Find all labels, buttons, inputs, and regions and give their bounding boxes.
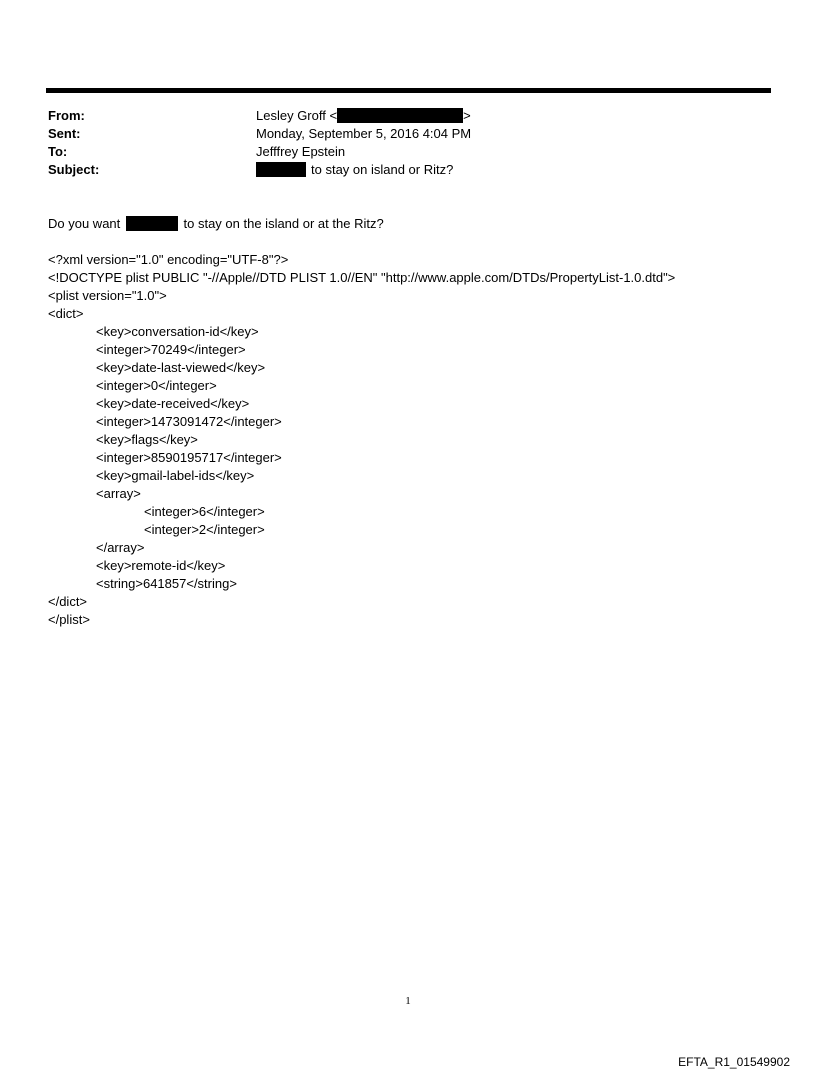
to-value: Jefffrey Epstein bbox=[256, 144, 346, 159]
question-prefix: Do you want bbox=[48, 216, 121, 231]
page-number: 1 bbox=[405, 995, 411, 1007]
plist-line: </array> bbox=[96, 540, 145, 555]
bates-number: EFTA_R1_01549902 bbox=[678, 1055, 790, 1069]
sent-row bbox=[48, 125, 768, 143]
subject-value bbox=[256, 161, 453, 179]
plist-line: <!DOCTYPE plist PUBLIC "-//Apple//DTD PLIST 1.0//EN" "http://www.apple.com/DTDs/PropertyList-1.0.dtd"> bbox=[48, 270, 676, 285]
plist-line: <key>gmail-label-ids</key> bbox=[96, 468, 255, 483]
redaction-box bbox=[256, 162, 306, 177]
sent-label: Sent: bbox=[48, 126, 81, 141]
plist-line: <key>date-last-viewed</key> bbox=[96, 360, 266, 375]
plist-line: <key>date-received</key> bbox=[96, 396, 250, 411]
email-header bbox=[48, 107, 768, 179]
from-value bbox=[256, 107, 471, 125]
plist-line: <key>flags</key> bbox=[96, 432, 198, 447]
to-label: To: bbox=[48, 144, 68, 159]
plist-line: <integer>6</integer> bbox=[144, 504, 265, 519]
subject-row bbox=[48, 161, 768, 179]
from-close-bracket: > bbox=[463, 108, 471, 123]
from-name: Lesley Groff < bbox=[256, 108, 338, 123]
plist-line: <plist version="1.0"> bbox=[48, 288, 167, 303]
plist-line: <?xml version="1.0" encoding="UTF-8"?> bbox=[48, 252, 289, 267]
plist-line: <key>conversation-id</key> bbox=[96, 324, 259, 339]
to-row bbox=[48, 143, 768, 161]
plist-xml-block bbox=[48, 251, 675, 629]
sent-value: Monday, September 5, 2016 4:04 PM bbox=[256, 126, 472, 141]
plist-line: <dict> bbox=[48, 306, 84, 321]
message-body bbox=[48, 215, 384, 233]
redaction-box bbox=[126, 216, 178, 231]
plist-line: <integer>1473091472</integer> bbox=[96, 414, 282, 429]
plist-line: <key>remote-id</key> bbox=[96, 558, 226, 573]
plist-line: </dict> bbox=[48, 594, 88, 609]
redaction-box bbox=[337, 108, 463, 123]
plist-line: <string>641857</string> bbox=[96, 576, 237, 591]
header-divider bbox=[46, 88, 771, 93]
plist-line: <integer>2</integer> bbox=[144, 522, 265, 537]
question-suffix: to stay on the island or at the Ritz? bbox=[183, 216, 384, 231]
subject-text: to stay on island or Ritz? bbox=[311, 162, 454, 177]
plist-line: <integer>0</integer> bbox=[96, 378, 217, 393]
subject-label: Subject: bbox=[48, 162, 100, 177]
plist-line: <integer>70249</integer> bbox=[96, 342, 246, 357]
from-row bbox=[48, 107, 768, 125]
plist-line: <array> bbox=[96, 486, 141, 501]
from-label: From: bbox=[48, 108, 85, 123]
plist-line: </plist> bbox=[48, 612, 90, 627]
plist-line: <integer>8590195717</integer> bbox=[96, 450, 282, 465]
